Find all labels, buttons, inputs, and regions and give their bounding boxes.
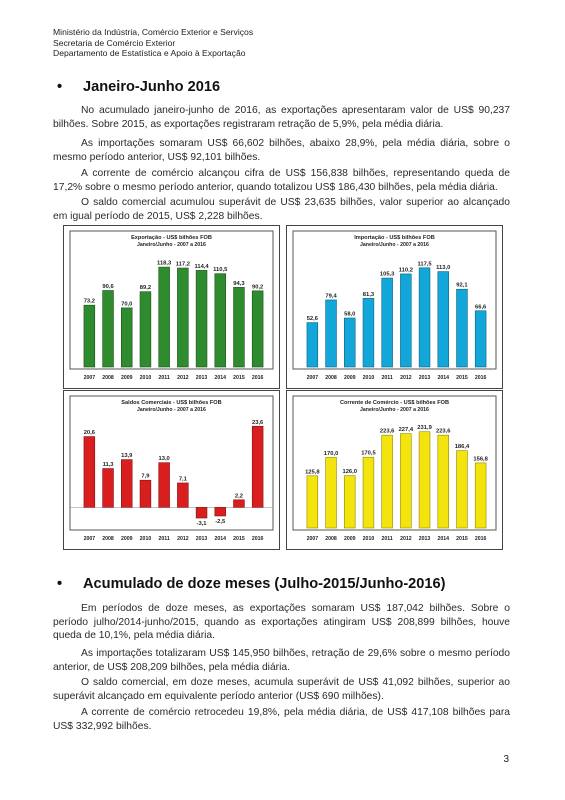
bullet-icon: • (57, 79, 63, 95)
bar-2012 (177, 483, 188, 507)
data-label-2010: 89,2 (139, 285, 152, 292)
x-tick-2011: 2011 (381, 375, 393, 381)
balance-bar-chart (64, 391, 279, 549)
bar-2012 (400, 274, 411, 367)
data-label-2016: 90,2 (252, 284, 264, 291)
data-label-2008: 170,0 (323, 450, 339, 457)
data-label-2014: -2,5 (215, 518, 226, 525)
bar-2007 (307, 323, 318, 367)
chart-title: Exportação - US$ bilhões FOB (131, 235, 212, 241)
bar-2008 (326, 300, 337, 367)
data-label-2010: 170,5 (361, 450, 376, 457)
imports-bar-chart (287, 226, 502, 388)
data-label-2013: 231,9 (417, 425, 432, 432)
bar-2009 (121, 460, 132, 508)
x-tick-2008: 2008 (102, 536, 114, 542)
page-number: 3 (503, 754, 509, 765)
data-label-2015: 94,3 (233, 280, 245, 287)
chart-subtitle: Janeiro/Junho - 2007 a 2016 (137, 242, 206, 248)
section-title-twelve-months (57, 576, 446, 592)
x-tick-2010: 2010 (139, 536, 152, 542)
x-tick-2013: 2013 (195, 536, 208, 542)
data-label-2009: 126,0 (342, 469, 358, 476)
bar-2010 (363, 298, 374, 367)
data-label-2014: 110,5 (213, 267, 228, 274)
data-label-2016: 156,8 (473, 456, 488, 463)
x-tick-2013: 2013 (195, 375, 208, 381)
bar-2011 (382, 435, 393, 528)
trade-flow-bar-chart (287, 391, 502, 549)
data-label-2007: 125,8 (305, 469, 320, 476)
x-tick-2007: 2007 (306, 536, 319, 542)
data-label-2015: 92,1 (456, 282, 468, 289)
bar-2011 (159, 267, 170, 367)
data-label-2015: 186,4 (454, 444, 470, 451)
bar-2016 (475, 311, 486, 367)
data-label-2009: 70,0 (121, 301, 133, 308)
bar-2008 (103, 469, 114, 508)
bar-2010 (140, 480, 151, 507)
x-tick-2009: 2009 (343, 536, 356, 542)
data-label-2011: 223,6 (379, 428, 395, 435)
paragraph-trade-flow (53, 167, 510, 194)
bar-2013 (196, 507, 207, 518)
x-tick-2016: 2016 (474, 375, 487, 381)
bar-2008 (103, 290, 114, 367)
bar-2012 (400, 434, 411, 528)
paragraph-imports (53, 137, 510, 164)
data-label-2014: 113,0 (436, 265, 451, 272)
x-tick-2011: 2011 (381, 536, 393, 542)
x-tick-2015: 2015 (233, 375, 245, 381)
data-label-2014: 223,6 (435, 428, 451, 435)
data-label-2016: 66,6 (475, 304, 487, 311)
plot-area (70, 396, 273, 530)
data-label-2012: 227,4 (398, 427, 414, 434)
x-tick-2015: 2015 (233, 536, 245, 542)
bullet-icon: • (57, 576, 63, 592)
bar-2011 (382, 278, 393, 367)
section-title-jan-jun (57, 79, 220, 95)
data-label-2012: 117,2 (175, 261, 190, 268)
section-title-text: Janeiro-Junho 2016 (83, 79, 221, 95)
bar-2007 (84, 305, 95, 367)
paragraph-exports (53, 104, 510, 131)
data-label-2009: 58,0 (344, 311, 356, 318)
bar-2014 (438, 435, 449, 528)
x-tick-2013: 2013 (418, 375, 431, 381)
header-ministry: Ministério da Indústria, Comércio Exterior e Serviços (53, 27, 254, 37)
section-title-text: Acumulado de doze meses (Julho-2015/Junho-2016) (83, 576, 446, 592)
x-tick-2015: 2015 (456, 375, 468, 381)
x-tick-2013: 2013 (418, 536, 431, 542)
paragraph-text: Em períodos de doze meses, as exportações somaram US$ 187,042 bilhões. Sobre o período julho/2014-junho/2015, quando as exportações atingiram US$ 208,899 bilhões, houve queda de 10,1%, pela média diária. (53, 603, 510, 642)
paragraph-text: A corrente de comércio retrocedeu 19,8%, pela média diária, de US$ 417,108 bilhões para US$ 332,992 bilhões. (53, 707, 510, 732)
paragraph-text: A corrente de comércio alcançou cifra de US$ 156,838 bilhões, representando queda de 17,2% sobre o mesmo período anterior, quando totalizou US$ 186,430 bilhões, pela média diária. (53, 168, 510, 193)
document-header (53, 27, 253, 59)
x-tick-2007: 2007 (306, 375, 319, 381)
x-tick-2016: 2016 (251, 536, 264, 542)
bar-2016 (252, 426, 263, 507)
data-label-2012: 110,2 (398, 267, 413, 274)
x-tick-2009: 2009 (343, 375, 356, 381)
paragraph-12m-balance (53, 676, 510, 703)
data-label-2009: 13,9 (121, 453, 133, 460)
x-tick-2014: 2014 (214, 536, 227, 542)
chart-title: Importação - US$ bilhões FOB (354, 235, 435, 241)
data-label-2011: 105,3 (379, 271, 395, 278)
bar-2016 (475, 463, 486, 528)
x-tick-2016: 2016 (474, 536, 487, 542)
bar-2015 (457, 289, 468, 367)
chart-exports (63, 225, 280, 389)
x-tick-2012: 2012 (177, 375, 189, 381)
data-label-2013: -3,1 (196, 521, 207, 528)
x-tick-2010: 2010 (362, 375, 375, 381)
data-label-2008: 79,4 (325, 293, 337, 300)
bar-2014 (215, 274, 226, 367)
data-label-2011: 118,3 (157, 260, 172, 267)
paragraph-text: No acumulado janeiro-junho de 2016, as exportações apresentaram valor de US$ 90,237 bilhões. Sobre 2015, as exportações registraram retração de 5,9%, pela média diária. (53, 105, 510, 130)
x-tick-2014: 2014 (437, 375, 450, 381)
bar-2015 (234, 287, 245, 367)
header-department: Departamento de Estatística e Apoio à Exportação (53, 48, 246, 59)
x-tick-2011: 2011 (158, 375, 170, 381)
bar-2014 (438, 272, 449, 367)
paragraph-balance (53, 196, 510, 223)
data-label-2013: 117,5 (417, 261, 432, 268)
chart-title: Corrente de Comércio - US$ bilhões FOB (339, 400, 450, 406)
bar-2009 (121, 308, 132, 367)
chart-trade-flow (286, 390, 503, 550)
data-label-2010: 81,3 (362, 291, 375, 298)
bar-2014 (215, 507, 226, 516)
bar-2010 (363, 457, 374, 528)
chart-imports (286, 225, 503, 389)
paragraph-12m-trade-flow (53, 706, 510, 733)
paragraph-12m-exports (53, 602, 510, 643)
x-tick-2008: 2008 (102, 375, 114, 381)
bar-2012 (177, 268, 188, 367)
bar-2016 (252, 291, 263, 367)
x-tick-2008: 2008 (325, 375, 337, 381)
header-secretariat: Secretaria de Comércio Exterior (53, 37, 176, 48)
paragraph-text: O saldo comercial acumulou superávit de US$ 23,635 bilhões, valor superior ao alcançado em igual período de 2015, US$ 2,228 bilhões. (53, 197, 510, 222)
data-label-2010: 7,9 (141, 473, 150, 480)
chart-subtitle: Janeiro/Junho - 2007 a 2016 (360, 242, 429, 248)
bar-2013 (419, 432, 430, 528)
x-tick-2009: 2009 (120, 536, 133, 542)
data-label-2012: 7,1 (178, 476, 187, 483)
x-tick-2009: 2009 (120, 375, 133, 381)
data-label-2015: 2,2 (234, 493, 243, 500)
bar-2015 (457, 451, 468, 528)
data-label-2007: 20,6 (83, 430, 95, 437)
x-tick-2008: 2008 (325, 536, 337, 542)
x-tick-2007: 2007 (83, 536, 96, 542)
x-tick-2016: 2016 (251, 375, 264, 381)
bar-2007 (307, 476, 318, 528)
x-tick-2011: 2011 (158, 536, 170, 542)
bar-2013 (419, 268, 430, 367)
bar-2013 (196, 270, 207, 367)
data-label-2011: 13,0 (158, 456, 170, 463)
data-label-2008: 90,6 (102, 283, 114, 290)
x-tick-2015: 2015 (456, 536, 468, 542)
paragraph-text: As importações somaram US$ 66,602 bilhões, abaixo 28,9%, pela média diária, sobre o mesmo período anterior, US$ 92,101 bilhões. (53, 138, 510, 163)
paragraph-12m-imports (53, 647, 510, 674)
x-tick-2014: 2014 (437, 536, 450, 542)
bar-2008 (326, 457, 337, 528)
x-tick-2007: 2007 (83, 375, 96, 381)
chart-title: Saldos Comerciais - US$ bilhões FOB (121, 400, 222, 406)
bar-2015 (234, 500, 245, 508)
x-tick-2014: 2014 (214, 375, 227, 381)
data-label-2007: 73,2 (83, 298, 95, 305)
x-tick-2012: 2012 (177, 536, 189, 542)
data-label-2007: 52,6 (306, 316, 318, 323)
data-label-2016: 23,6 (252, 419, 264, 426)
x-tick-2010: 2010 (362, 536, 375, 542)
bar-2009 (344, 318, 355, 367)
data-label-2008: 11,3 (102, 462, 114, 469)
chart-balance (63, 390, 280, 550)
x-tick-2012: 2012 (400, 375, 412, 381)
bar-2007 (84, 437, 95, 508)
x-tick-2010: 2010 (139, 375, 152, 381)
bar-2010 (140, 292, 151, 367)
data-label-2013: 114,4 (194, 263, 209, 270)
paragraph-text: O saldo comercial, em doze meses, acumula superávit de US$ 41,092 bilhões, superior ao superávit alcançado em equivalente período anterior (US$ 690 milhões). (53, 677, 510, 702)
x-tick-2012: 2012 (400, 536, 412, 542)
bar-2011 (159, 463, 170, 508)
chart-subtitle: Janeiro/Junho - 2007 a 2016 (360, 407, 429, 413)
paragraph-text: As importações totalizaram US$ 145,950 bilhões, retração de 29,6% sobre o mesmo período anterior, de US$ 208,209 bilhões, pela média diária. (53, 648, 510, 673)
bar-2009 (344, 476, 355, 528)
exports-bar-chart (64, 226, 279, 388)
chart-subtitle: Janeiro/Junho - 2007 a 2016 (137, 407, 206, 413)
